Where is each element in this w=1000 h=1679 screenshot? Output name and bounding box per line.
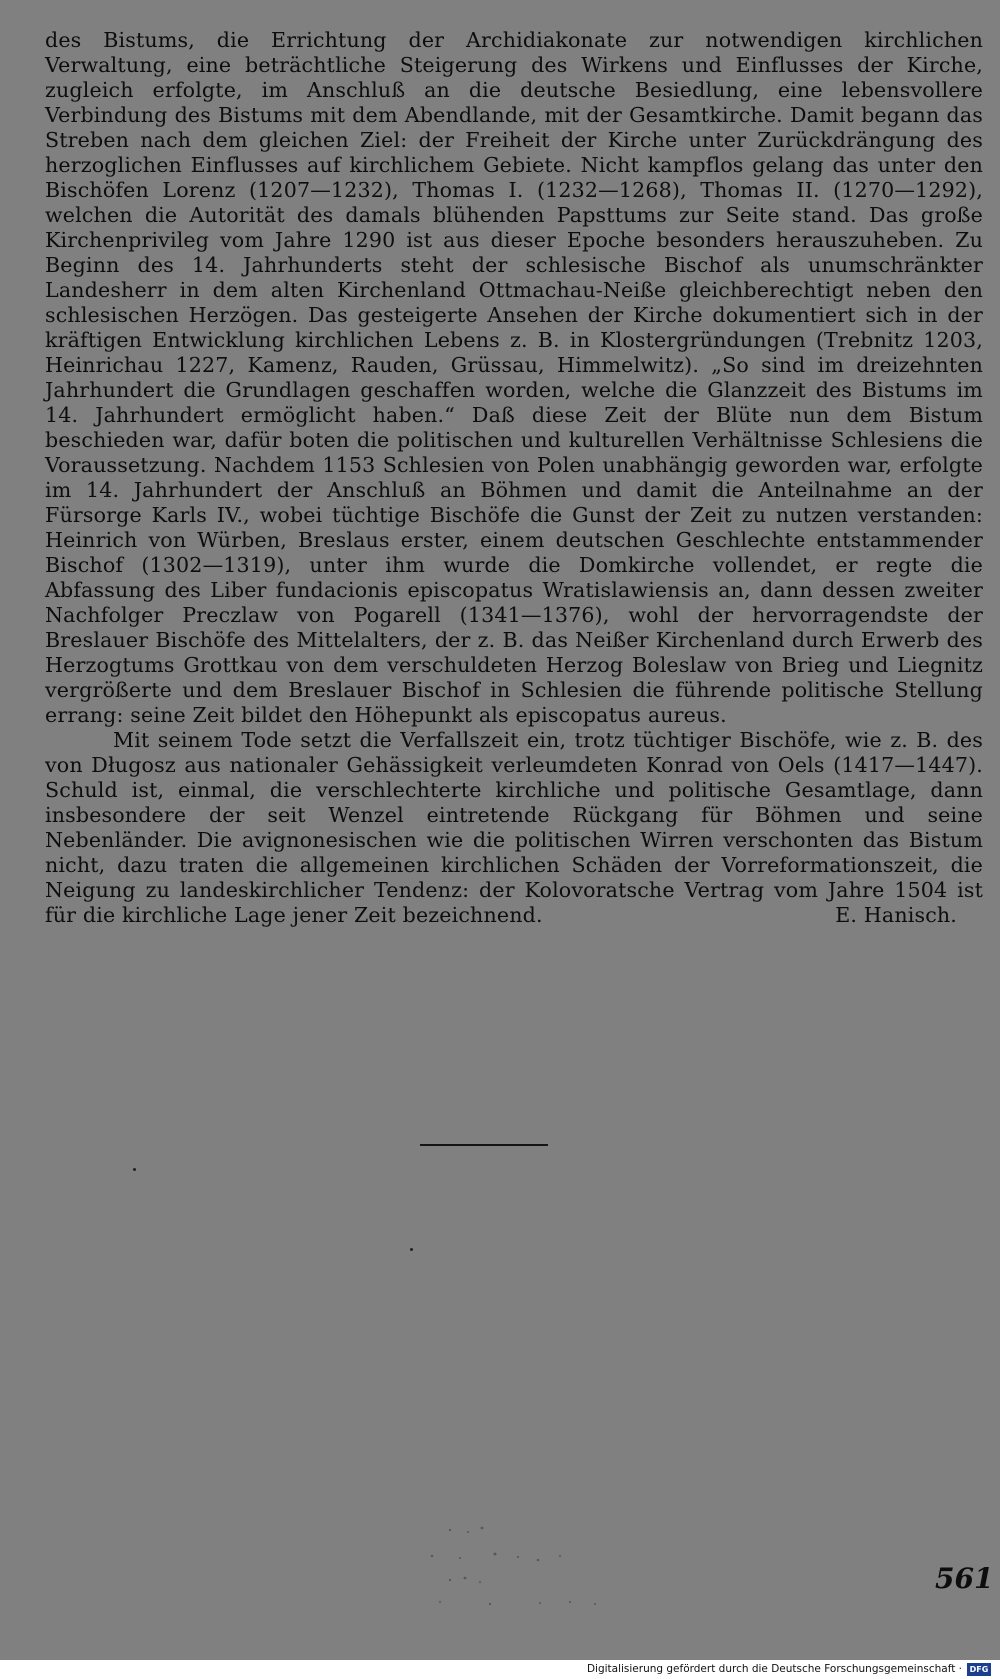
paragraph-1: des Bistums, die Errichtung der Archidiakonate zur notwendigen kirchlichen Verwaltung, eine beträchtliche Steigerung des Wirkens und Einflusses der Kirche, zugleich erfolgte, im Anschluß an die deutsche Besiedlung, eine lebensvollere Verbindung des Bistums mit dem Abendlande, mit der Gesamtkirche. Damit begann das Streben nach dem gleichen Ziel: der Freiheit der Kirche unter Zurückdrängung des herzoglichen Einflusses auf kirchlichem Gebiete. Nicht kampflos gelang das unter den Bischöfen Lorenz (1207—1232), Thomas I. (1232—1268), Thomas II. (1270—1292), welchen die Autorität des damals blühenden Papsttums zur Seite stand. Das große Kirchenprivileg vom Jahre 1290 ist aus dieser Epoche besonders herauszuheben. Zu Beginn des 14. Jahrhunderts steht der schlesische Bischof als unumschränkter Landesherr in dem alten Kirchenland Ottmachau-Neiße gleichberechtigt neben den schlesischen Herzögen. Das gesteigerte Ansehen der Kirche dokumentiert sich in der kräftigen Entwicklung kirchlichen Lebens z. B. in Klostergründungen (Trebnitz 1203, Heinrichau 1227, Kamenz, Rauden, Grüssau, Himmelwitz). „So sind im dreizehnten Jahrhundert die Grundlagen geschaffen worden, welche die Glanzzeit des Bistums im 14. Jahrhundert ermöglicht haben.“ Daß diese Zeit der Blüte nun dem Bistum beschieden war, dafür boten die politischen und kulturellen Verhältnisse Schlesiens die Voraussetzung. Nachdem 1153 Schlesien von Polen unabhängig geworden war, erfolgte im 14. Jahrhundert der Anschluß an Böhmen und damit die Anteilnahme an der Fürsorge Karls IV., wobei tüchtige Bischöfe die Gunst der Zeit zu nutzen verstanden: Heinrich von Würben, Breslaus erster, einem deutschen Geschlechte entstammender Bischof (1302—1319), unter ihm wurde die Domkirche vollendet, er regte die Abfassung des Liber fundacionis episcopatus Wratislawiensis an, dann dessen zweiter Nachfolger Preczlaw von Pogarell (1341—1376), wohl der hervorragendste der Breslauer Bischöfe des Mittelalters, der z. B. das Neißer Kirchenland durch Erwerb des Herzogtums Grottkau von dem verschuldeten Herzog Boleslaw von Brieg und Liegnitz vergrößerte und dem Breslauer Bischof in Schlesien die führende politische Stellung errang: seine Zeit bildet den Höhepunkt als episcopatus aureus. (45, 28, 983, 727)
author-signature: E. Hanisch. (835, 903, 957, 927)
footer-credit: Digitalisierung gefördert durch die Deutsche Forschungsgemeinschaft · (586, 1663, 962, 1675)
paragraph-2 (45, 728, 983, 928)
scan-speck (133, 1168, 136, 1171)
footer-bar (0, 1660, 1000, 1679)
dfg-logo: DFG (967, 1663, 991, 1676)
scan-smudge (420, 1520, 620, 1610)
scan-speck (410, 1248, 413, 1251)
section-divider (420, 1144, 548, 1146)
body-text (45, 28, 983, 928)
page-number: 561 (935, 1562, 994, 1595)
paragraph-2-text: Mit seinem Tode setzt die Verfallszeit ein, trotz tüchtiger Bischöfe, wie z. B. des von Długosz aus nationaler Gehässigkeit verleumdeten Konrad von Oels (1417—1447). Schuld ist, einmal, die verschlechterte kirchliche und politische Gesamtlage, dann insbesondere der seit Wenzel eintretende Rückgang für Böhmen und seine Nebenländer. Die avignonesischen wie die politischen Wirren verschonten das Bistum nicht, dazu traten die allgemeinen kirchlichen Schäden der Vorreformationszeit, die Neigung zu landeskirchlicher Tendenz: der Kolovoratsche Vertrag vom Jahre 1504 ist für die kirchliche Lage jener Zeit bezeichnend. (45, 728, 983, 927)
